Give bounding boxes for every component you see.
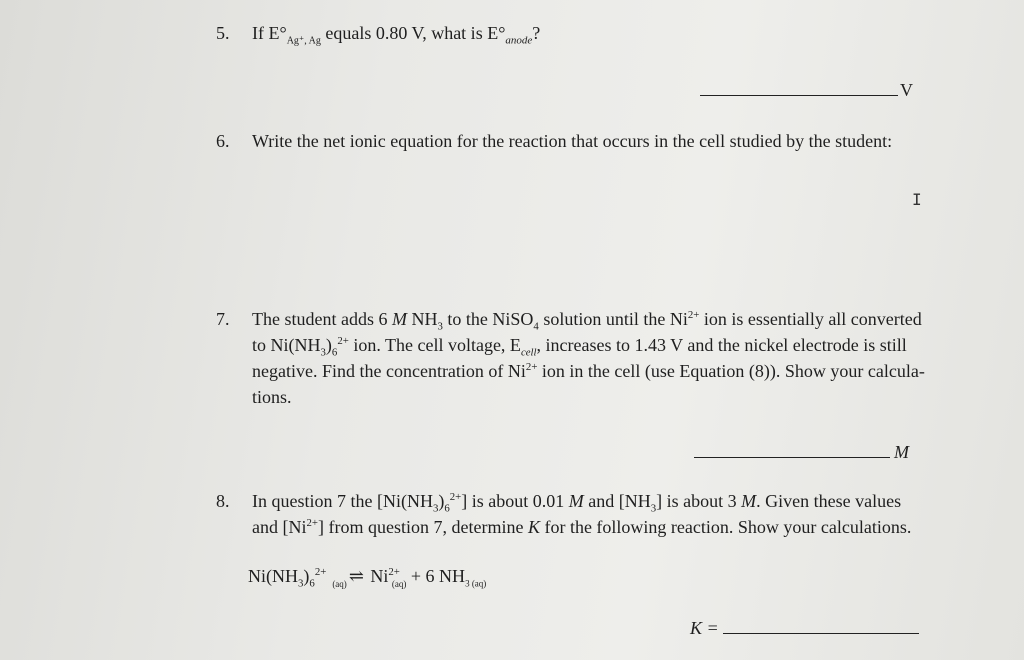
- answer-line-q8[interactable]: [690, 618, 919, 639]
- unit-label: M: [894, 442, 909, 462]
- k-label: K =: [690, 618, 719, 638]
- question-number: 8.: [216, 491, 230, 511]
- question-text: The student adds 6 M $NH_3$ to the NiSO$_4$ solution until the $Ni^{2+}$ ion is essentially all converted to $Ni(NH_3)_6^{2+}$ ion. The cell voltage, $E_{cell}$, increases to 1.43 V and the nickel electrode is still negative. Find the concentration of $Ni^{2+}$ ion in the cell (use Equation (8)). Show your calcula- tions.: [252, 309, 925, 407]
- answer-line-q5[interactable]: [700, 80, 913, 101]
- reaction-equation: $Ni(NH_3)_6^{2+}_{(aq)}$ ⇌ $Ni^{2+}_{(aq)} + 6$ $NH_{3 (aq)}$: [248, 566, 487, 590]
- unit-label: V: [900, 80, 913, 100]
- question-number: 5.: [216, 23, 230, 43]
- question-7: [216, 306, 1016, 416]
- question-text: If $E^\circ_{Ag^+, Ag}$ equals 0.80 V, what is $E^\circ_{anode}$?: [252, 23, 541, 47]
- question-number: 7.: [216, 309, 230, 329]
- question-number: 6.: [216, 131, 230, 151]
- answer-line-q7[interactable]: [694, 442, 909, 463]
- question-6: [216, 128, 1006, 158]
- question-8: [216, 488, 1016, 548]
- question-5: [216, 20, 996, 50]
- equilibrium-arrow-icon: ⇌: [348, 566, 364, 586]
- question-text: Write the net ionic equation for the reaction that occurs in the cell studied by the student:: [252, 131, 893, 151]
- text-cursor-icon: I: [912, 190, 922, 209]
- question-text: In question 7 the $[Ni(NH_3)_6^{2+}]$ is about 0.01 M and $[NH_3]$ is about 3 M. Given these values and $[Ni^{2+}]$ from question 7, determine K for the following reaction. Show your calculations.: [252, 491, 912, 537]
